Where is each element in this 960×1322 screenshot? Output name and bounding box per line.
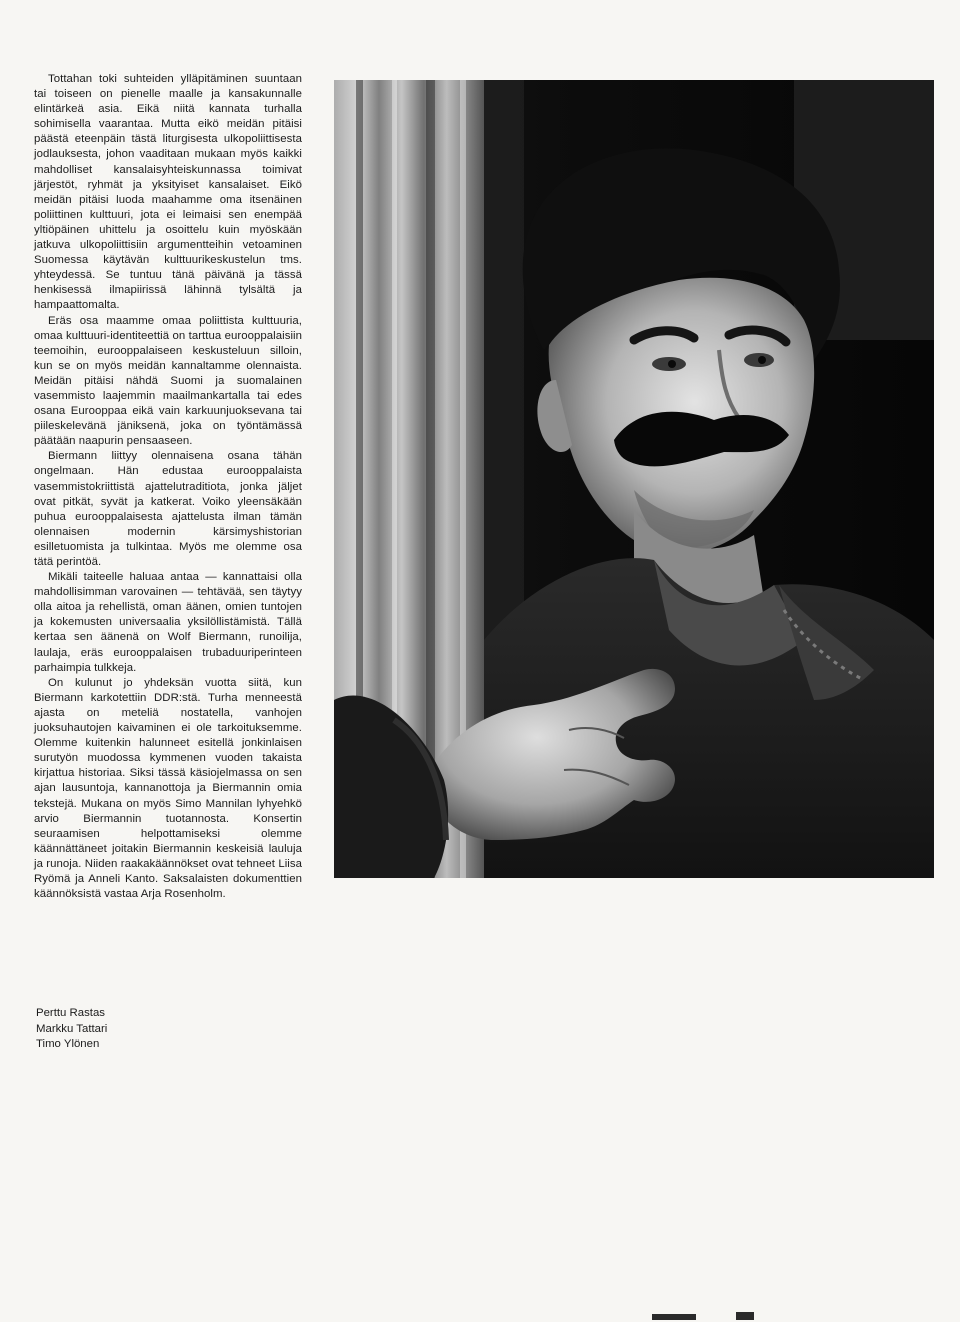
signatures <box>36 1006 107 1053</box>
paragraph-4: Mikäli taiteelle haluaa antaa — kannattaisi olla mahdollisimman varovainen — tehtävää, sen täytyy olla aitoa ja rehellistä, oman äänen, omien tuntojen ja kokemusten universaalia yksilöllistämistä. Tällä kertaa sen äänenä on Wolf Biermann, runoilija, laulaja, eräs eurooppalaisen trubaduuriperinteen parhaimpia tulkkeja. <box>34 571 302 674</box>
paragraph-1: Tottahan toki suhteiden ylläpitäminen suuntaan tai toiseen on pienelle maalle ja kansakunnalle elintärkeä asia. Eikä niitä kannata turhalla sohimisella vaarantaa. Mutta eikö meidän pitäisi päästä eteenpäin tästä liturgisesta ulkopoliittisesta jodlauksesta, johon vaaditaan mukaan myös kaikki mahdolliset kansalaisyhteiskunnassa toimivat järjestöt, ryhmät ja yksityiset kansalaiset. Eikö meidän pitäisi luoda maahamme oma itsenäinen poliittinen kulttuuri, jota ei leimaisi sen enempää yltiöpäinen uhittelu ja osoittelu kuin myöskään jatkuva ulkopoliittisiin argumentteihin vetoaminen Suomessa käytävän kulttuurikeskustelun tms. yhteydessä. Se tuntuu tänä päivänä ja tässä henkisessä ilmapiirissä lähinnä tylsältä ja hampaattomalta. <box>34 73 302 312</box>
signature-name: Perttu Rastas <box>36 1007 106 1019</box>
paragraph-3: Biermann liittyy olennaisena osana tähän ongelmaan. Hän edustaa eurooppalaista vasemmistokriittistä ajattelutraditiota, jonka jäljet ovat pitkät, syvät ja katkerat. Voiko yleensäkään puhua eurooppalaisesta ajattelusta ilman tämän olennaisen modernin kärsimyshistorian esilletuomista ja tulkintaa. Myös me olemme osa tätä perintöä. <box>34 450 302 568</box>
portrait-photo <box>334 80 934 878</box>
page-edge-mark <box>640 1300 960 1322</box>
paragraph-5: On kulunut jo yhdeksän vuotta siitä, kun Biermann karkotettiin DDR:stä. Turha menneestä ajasta on meteliä nostatella, vanhojen juoksuhautojen kaivaminen ei ole tarkoituksemme. Olemme kuitenkin halunneet esitellä jonkinlaisen surutyön muodossa kymmenen vuoden takaista kirjattua historiaa. Siksi tässä käsiojelmassa on sen ajan lausuntoja, kannanottoja ja Biermannin omia tekstejä. Mukana on myös Simo Mannilan lyhyehkö arvio Biermannin tuotannosta. Konsertin seuraamisen helpottamiseksi olemme käännättäneet joitakin Biermannin keskeisiä lauluja ja runoja. Niiden raakakäännökset ovat tehneet Liisa Ryömä ja Anneli Kanto. Saksalaisten dokumenttien käännöksistä vastaa Arja Rosenholm. <box>34 676 302 901</box>
signature-name: Timo Ylönen <box>36 1038 100 1050</box>
signature-name: Markku Tattari <box>36 1022 108 1035</box>
paragraph-2: Eräs osa maamme omaa poliittista kulttuuria, omaa kulttuuri-identiteettiä on tarttua eurooppalaisiin teemoihin, eurooppalaiseen keskusteluun silloin, kun se on myös meidän kannaltamme olennaista. Meidän pitäisi nähdä Suomi ja suomalainen vasemmisto laajemmin maailmankartalla tai edes osana Eurooppaa eikä vain karkuunjuoksevana tai piileskelevänä jäniksenä, joka on työntämässä päätään naapurin pensaaseen. <box>34 314 302 448</box>
portrait-illustration <box>334 80 934 878</box>
article-text-column <box>34 72 302 902</box>
